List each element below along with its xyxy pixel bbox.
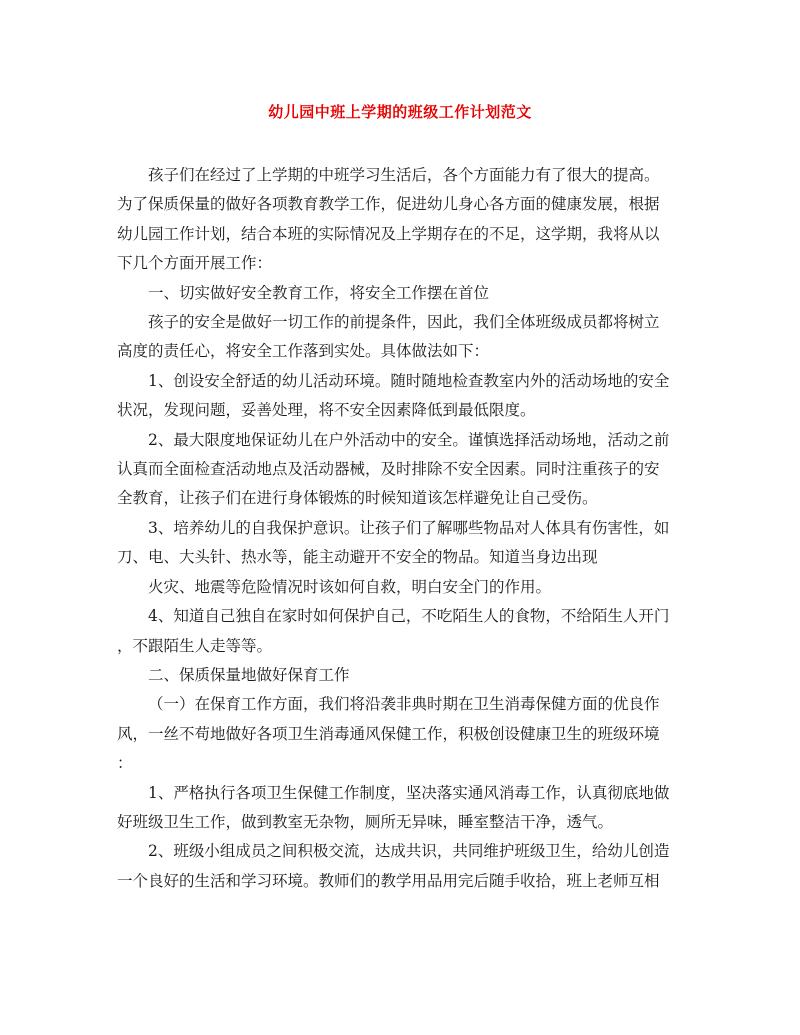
paragraph-line: 下几个方面开展工作： [117,254,273,273]
paragraph-line: 认真而全面检查活动地点及活动器械，及时排除不安全因素。同时注重孩子的安 [117,460,660,479]
paragraph-line: 火灾、地震等危险情况时该如何自救，明白安全门的作用。 [148,577,552,596]
paragraph-line: （一）在保育工作方面，我们将沿袭非典时期在卫生消毒保健方面的优良作 [148,695,660,714]
paragraph-line: 全教育，让孩子们在进行身体锻炼的时候知道该怎样避免让自己受伤。 [117,489,598,508]
paragraph-line: 2、最大限度地保证幼儿在户外活动中的安全。谨慎选择活动场地，活动之前 [148,430,670,449]
document-body [117,161,687,896]
document-title: 幼儿园中班上学期的班级工作计划范文 [268,103,532,121]
paragraph-line: 孩子的安全是做好一切工作的前提条件，因此，我们全体班级成员都将树立 [148,313,660,332]
paragraph-line: 好班级卫生工作，做到教室无杂物，厕所无异味，睡室整洁干净，透气。 [117,812,614,831]
paragraph [117,279,687,308]
paragraph [117,779,687,838]
paragraph-line: 孩子们在经过了上学期的中班学习生活后，各个方面能力有了很大的提高。 [148,166,660,184]
paragraph [117,367,687,426]
paragraph [117,161,687,279]
paragraph-line: 二、保质保量地做好保育工作 [148,665,350,684]
paragraph [117,426,687,514]
paragraph [117,690,687,778]
paragraph [117,661,687,690]
paragraph [117,602,687,661]
paragraph-line: 2、班级小组成员之间积极交流，达成共识，共同维护班级卫生，给幼儿创造 [148,842,670,861]
paragraph [117,308,687,367]
paragraph-line: 一个良好的生活和学习环境。教师们的教学用品用完后随手收拾，班上老师互相 [117,871,660,890]
paragraph-line: ： [117,754,133,773]
paragraph-line: 风，一丝不苟地做好各项卫生消毒通风保健工作，积极创设健康卫生的班级环境 [117,724,660,743]
paragraph-line: 刀、电、大头针、热水等，能主动避开不安全的物品。知道当身边出现 [117,548,598,567]
paragraph [117,573,687,602]
paragraph [117,514,687,573]
paragraph-line: 为了保质保量的做好各项教育教学工作，促进幼儿身心各方面的健康发展，根据 [117,195,660,214]
paragraph-line: 高度的责任心，将安全工作落到实处。具体做法如下： [117,342,490,361]
paragraph [117,837,687,896]
paragraph-line: 1、严格执行各项卫生保健工作制度，坚决落实通风消毒工作，认真彻底地做 [148,783,670,802]
paragraph-line: 幼儿园工作计划，结合本班的实际情况及上学期存在的不足，这学期，我将从以 [117,224,660,243]
paragraph-line: 1、创设安全舒适的幼儿活动环境。随时随地检查教室内外的活动场地的安全 [148,371,670,390]
paragraph-line: 状况，发现问题，妥善处理，将不安全因素降低到最低限度。 [117,401,536,420]
paragraph-line: 4、知道自己独自在家时如何保护自己，不吃陌生人的食物，不给陌生人开门 [148,607,670,626]
paragraph-line: 一、切实做好安全教育工作，将安全工作摆在首位 [148,283,490,302]
paragraph-line: ，不跟陌生人走等等。 [117,636,273,655]
paragraph-line: 3、培养幼儿的自我保护意识。让孩子们了解哪些物品对人体具有伤害性，如 [148,518,670,537]
